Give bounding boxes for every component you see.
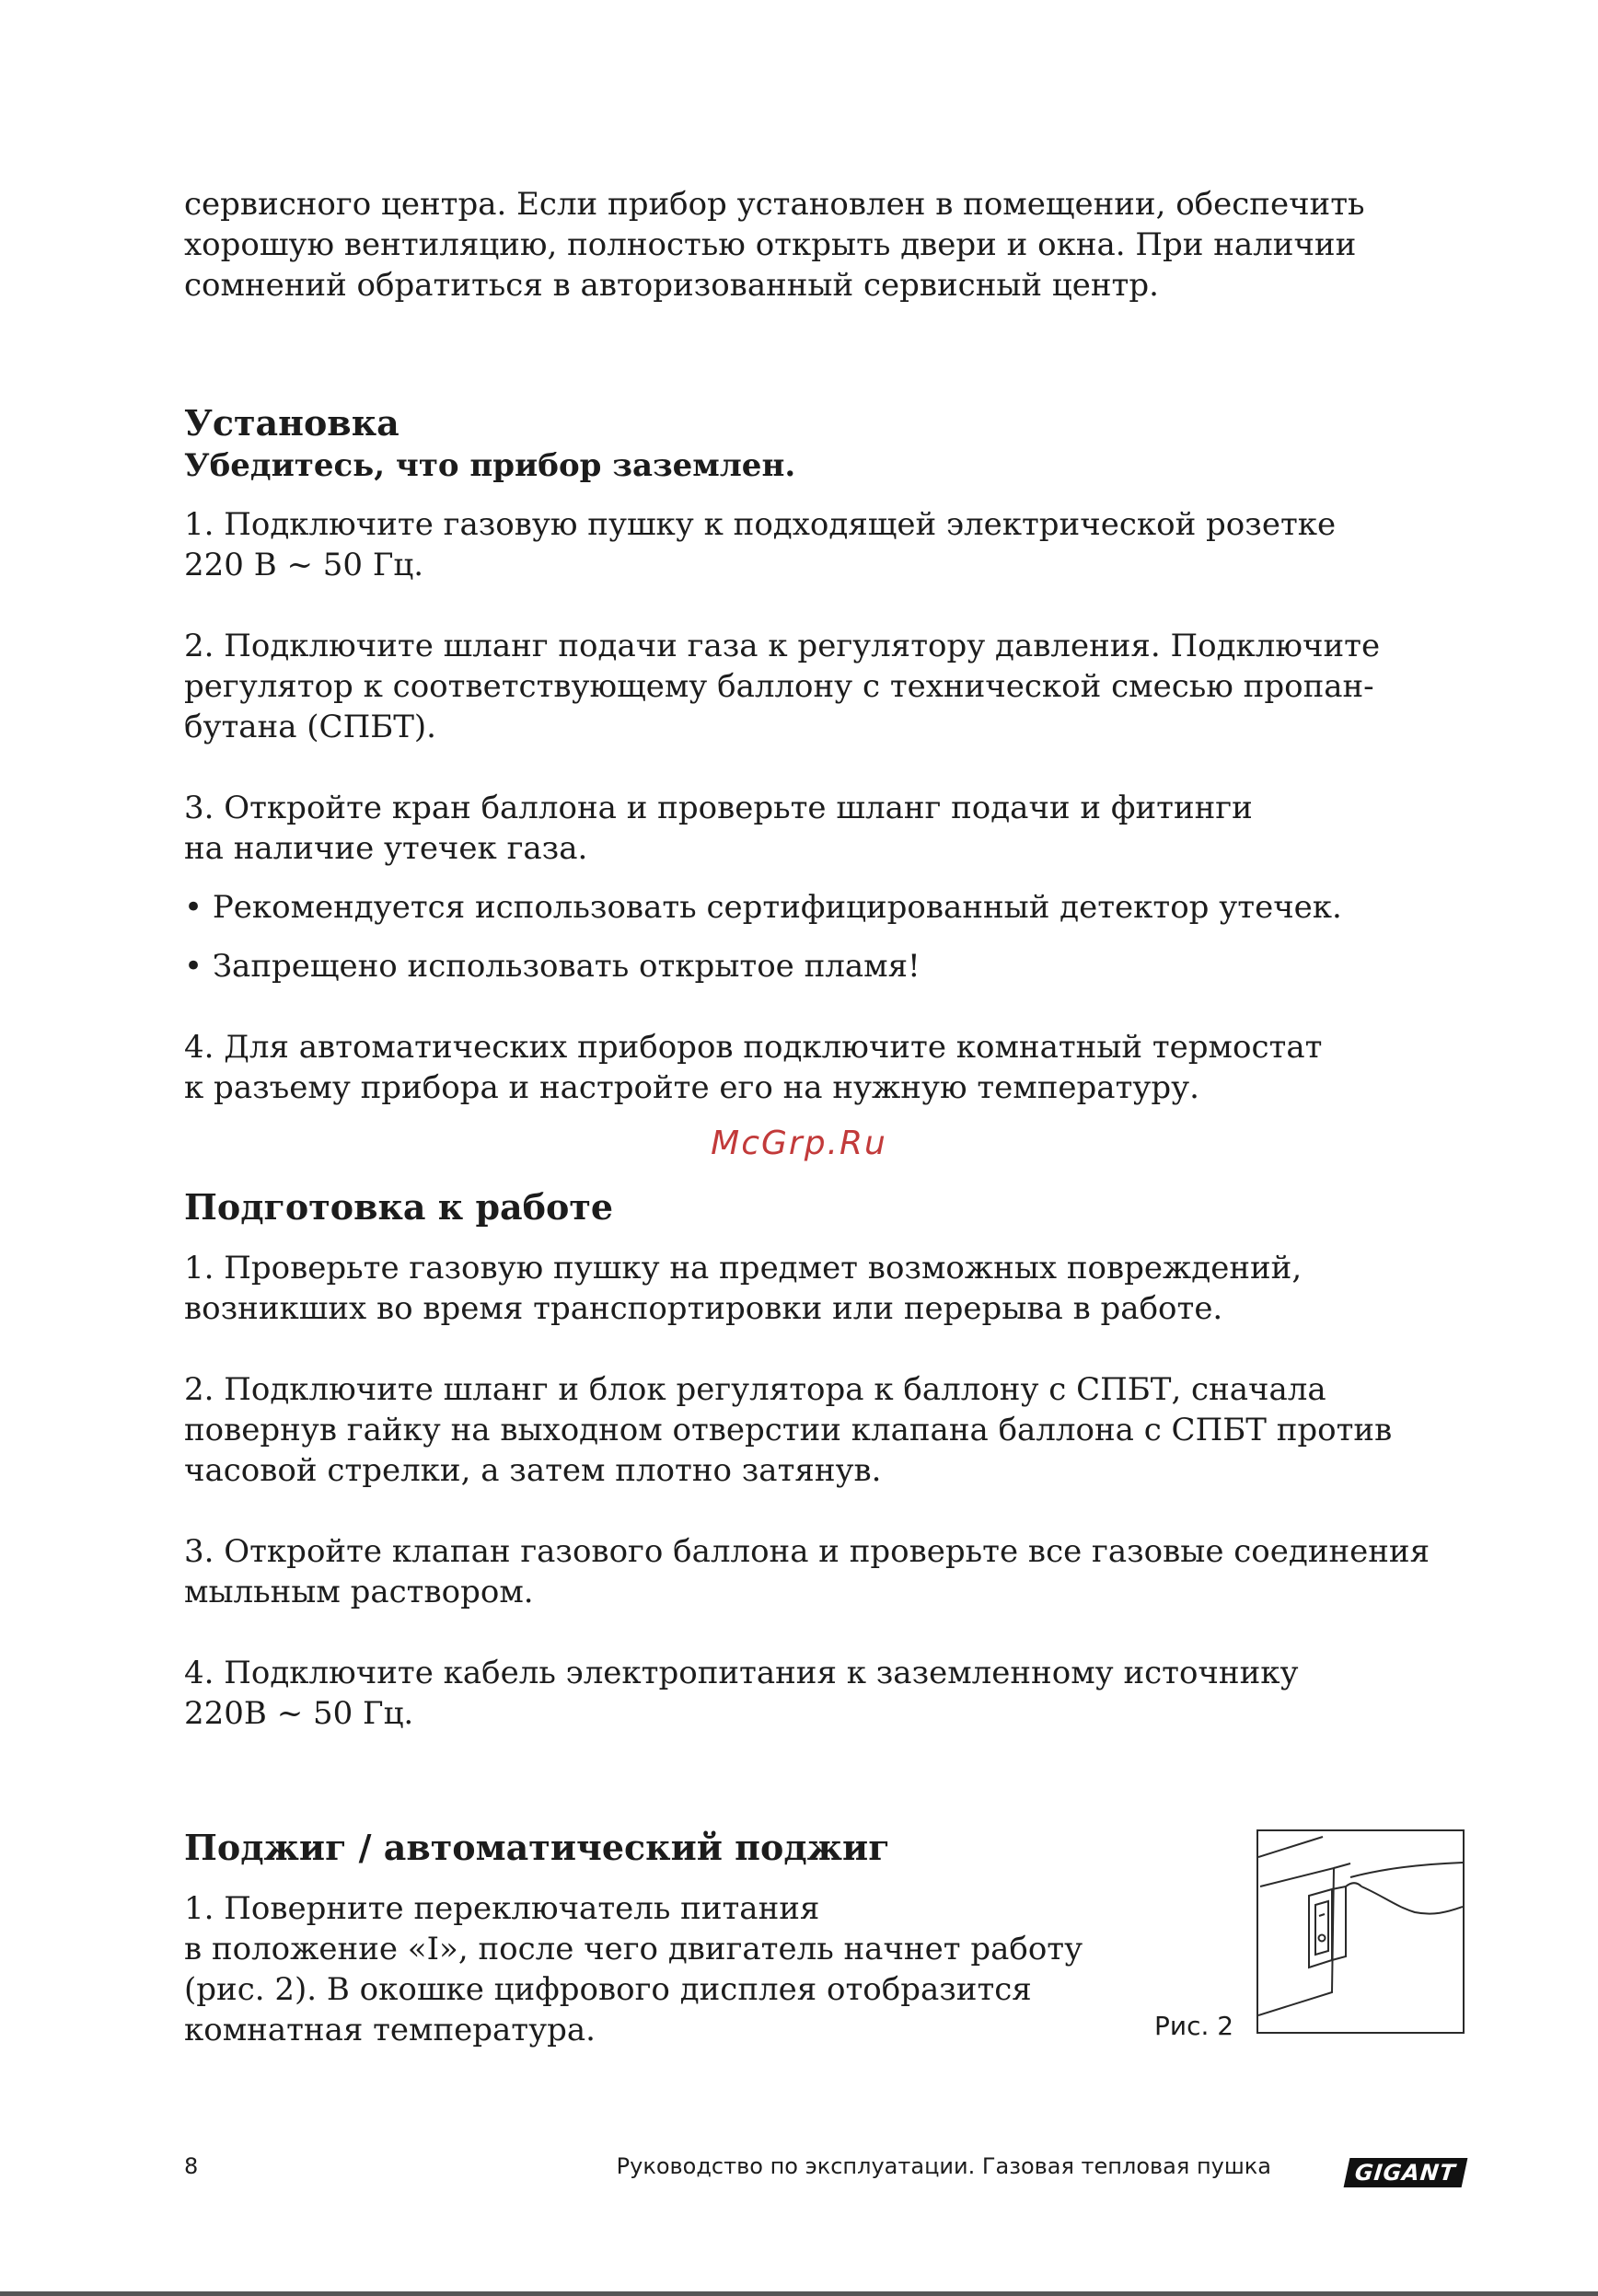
text-line: 4. Для автоматических приборов подключите комнатный термостат <box>184 1029 1323 1066</box>
text-line: 3. Откройте кран баллона и проверьте шланг подачи и фитинги <box>184 790 1253 826</box>
text-line: бутана (СПБТ). <box>184 709 436 745</box>
bullet-leak-detector: • Рекомендуется использовать сертифицированный детектор утечек. <box>184 889 1342 926</box>
preparation-step-4 <box>184 1653 1473 1734</box>
text-line: комнатная температура. <box>184 2012 596 2048</box>
text-line: (рис. 2). В окошке цифрового дисплея отобразится <box>184 1971 1032 2008</box>
text-line: 1. Поверните переключатель питания <box>184 1890 820 1927</box>
text-line: 220В ~ 50 Гц. <box>184 1695 414 1732</box>
footer-title: Руководство по эксплуатации. Газовая тепловая пушка <box>616 2153 1271 2179</box>
preparation-step-1 <box>184 1248 1473 1329</box>
installation-step-2 <box>184 626 1473 747</box>
preparation-section <box>184 1185 1473 1734</box>
figure-caption: Рис. 2 <box>1154 2011 1234 2041</box>
preparation-step-3 <box>184 1531 1473 1612</box>
text-line: часовой стрелки, а затем плотно затянув. <box>184 1452 882 1489</box>
text-line: 4. Подключите кабель электропитания к заземленному источнику <box>184 1655 1299 1691</box>
text-line: возникших во время транспортировки или перерыва в работе. <box>184 1290 1223 1327</box>
text-line: регулятор к соответствующему баллону с технической смесью пропан- <box>184 668 1374 705</box>
main-content <box>184 184 1473 2050</box>
text-line: в положение «I», после чего двигатель начнет работу <box>184 1931 1083 1967</box>
preparation-heading: Подготовка к работе <box>184 1186 614 1228</box>
watermark: McGrp.Ru <box>711 1125 887 1162</box>
text-line: повернув гайку на выходном отверстии клапана баллона с СПБТ против <box>184 1412 1393 1448</box>
text-line: 3. Откройте клапан газового баллона и проверьте все газовые соединения <box>184 1533 1430 1570</box>
installation-heading: Установка <box>184 402 400 444</box>
text-line: 2. Подключите шланг и блок регулятора к баллону с СПБТ, сначала <box>184 1371 1326 1408</box>
gigant-logo <box>1344 2158 1468 2187</box>
ignition-heading: Поджиг / автоматический поджиг <box>184 1827 890 1868</box>
text-line: сервисного центра. Если прибор установлен в помещении, обеспечить <box>184 186 1365 223</box>
text-line: 2. Подключите шланг подачи газа к регулятору давления. Подключите <box>184 628 1381 664</box>
text-line: мыльным раствором. <box>184 1574 534 1610</box>
text-line: 1. Проверьте газовую пушку на предмет возможных повреждений, <box>184 1250 1303 1286</box>
text-line: к разъему прибора и настройте его на нужную температуру. <box>184 1069 1199 1106</box>
text-line: на наличие утечек газа. <box>184 830 588 867</box>
intro-paragraph <box>184 184 1473 306</box>
page-number: 8 <box>184 2153 199 2179</box>
installation-step-1 <box>184 504 1473 585</box>
installation-step-4 <box>184 1027 1473 1108</box>
logo-text: GIGANT <box>1353 2160 1458 2186</box>
text-line: 1. Подключите газовую пушку к подходящей электрической розетке <box>184 506 1337 543</box>
installation-section <box>184 401 1473 1108</box>
preparation-step-2 <box>184 1369 1473 1491</box>
installation-step-3 <box>184 788 1473 869</box>
text-line: 220 В ~ 50 Гц. <box>184 547 424 583</box>
bullet-no-open-flame: • Запрещено использовать открытое пламя! <box>184 948 921 985</box>
figure-2-switch-illustration <box>1256 1829 1465 2034</box>
bottom-border <box>0 2291 1598 2296</box>
power-switch-icon <box>1258 1831 1463 2032</box>
text-line: хорошую вентиляцию, полностью открыть двери и окна. При наличии <box>184 226 1357 263</box>
text-line: сомнений обратиться в авторизованный сервисный центр. <box>184 267 1159 304</box>
installation-subheading: Убедитесь, что прибор заземлен. <box>184 447 796 484</box>
